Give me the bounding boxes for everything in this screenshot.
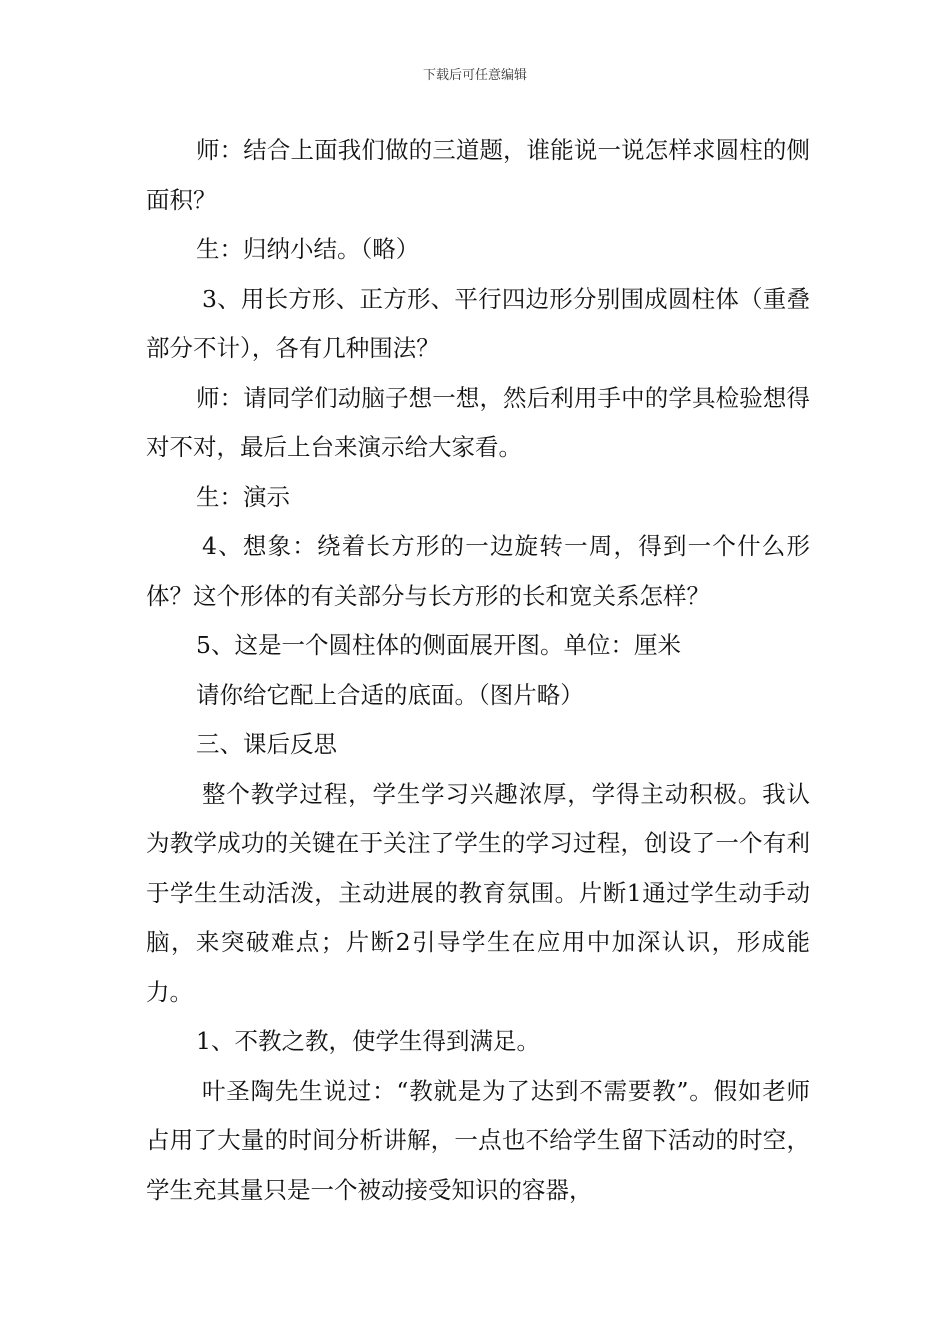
paragraph-student-summary: 生：归纳小结。（略） [196,235,420,263]
paragraph-exercise-5-task: 请你给它配上合适的底面。（图片略） [196,680,584,709]
paragraph-ye-shengtao-quote: 叶圣陶先生说过：“教就是为了达到不需要教”。假如老师占用了大量的时间分析讲解，一点也不给学生留下活动的时空，学生充其量只是一个被动接受知识的容器， [146,1076,810,1204]
paragraph-exercise-3: 3、用长方形、正方形、平行四边形分别围成圆柱体（重叠部分不计），各有几种围法？ [146,284,810,362]
paragraph-exercise-4: 4、想象：绕着长方形的一边旋转一周，得到一个什么形体？这个形体的有关部分与长方形的长和宽关系怎样？ [146,532,810,610]
paragraph-point-1: 1、不教之教，使学生得到满足。 [196,1027,540,1055]
paragraph-student-demo: 生：演示 [196,482,290,511]
section-heading-reflection: 三、课后反思 [196,730,337,758]
document-body [146,126,810,1215]
paragraph-reflection-body: 整个教学过程，学生学习兴趣浓厚，学得主动积极。我认为教学成功的关键在于关注了学生的学习过程，创设了一个有利于学生生动活泼，主动进展的教育氛围。片断1通过学生动手动脑，来突破难点；片断2引导学生在应用中加深认识，形成能力。 [146,779,810,1006]
paragraph-teacher-question: 师：结合上面我们做的三道题，谁能说一说怎样求圆柱的侧面积？ [146,136,810,214]
page-header: 下载后可任意编辑 [422,68,527,83]
paragraph-teacher-instruction: 师：请同学们动脑子想一想，然后利用手中的学具检验想得对不对，最后上台来演示给大家看。 [146,383,810,461]
paragraph-exercise-5: 5、这是一个圆柱体的侧面展开图。单位：厘米 [196,631,681,659]
